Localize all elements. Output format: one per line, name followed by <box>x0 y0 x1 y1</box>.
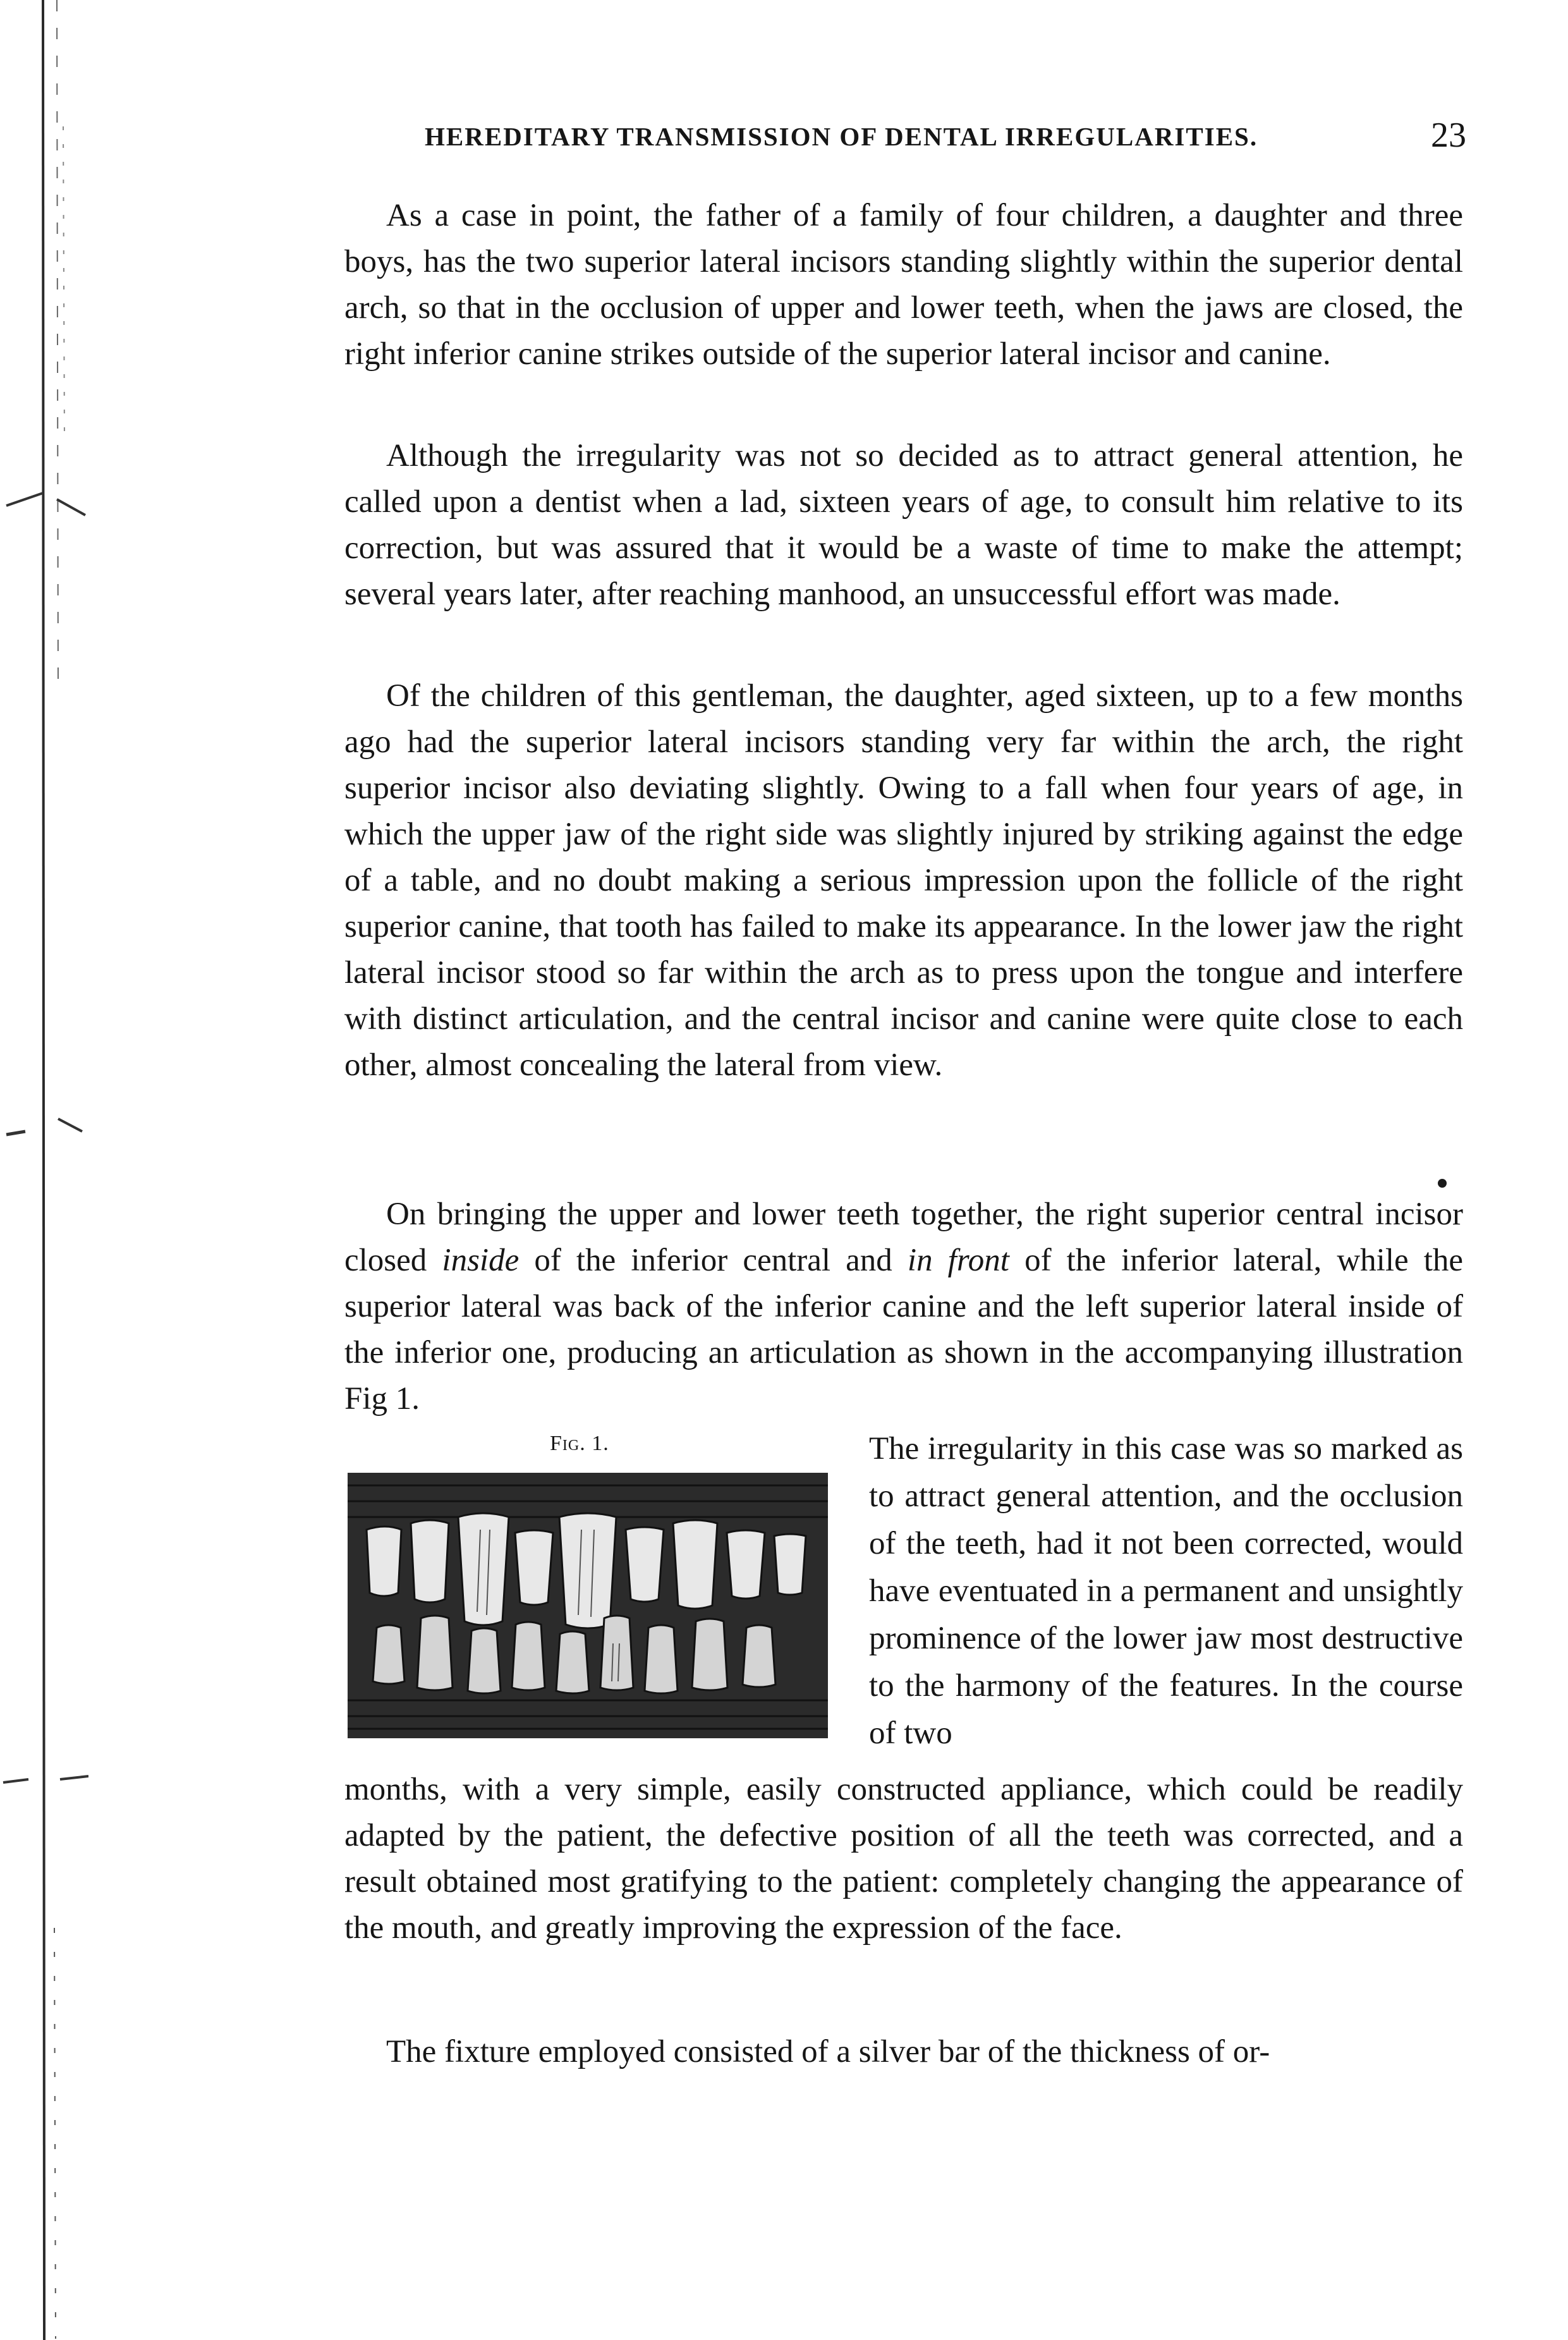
text-run: of the inferior lateral, while the superior lateral was back of the inferior canine and the left superior lateral inside of the inferior one, producing an articulation as shown in the accompanying illustration Fig 1. <box>344 1243 1464 1417</box>
emphasis-in-front: in front <box>907 1243 1009 1278</box>
text-run: of the inferior central and <box>534 1243 892 1278</box>
paragraph-text <box>344 1191 1463 1422</box>
paragraph-text: The fixture employed consisted of a silver bar of the thickness of or- <box>386 2034 1270 2069</box>
figure-caption: Fig. 1. <box>550 1432 609 1455</box>
paragraph-text: Although the irregularity was not so decided as to attract general attention, he called upon a dentist when a lad, sixteen years of age, to consult him relative to its correction, but was assured that it would be a waste of time to make the attempt; several years later, after reaching manhood, an unsuccessful effort was made. <box>344 438 1463 612</box>
paragraph-4 <box>344 1191 1463 1422</box>
paragraph-5-continued <box>344 1767 1463 1951</box>
paragraph-6 <box>344 2029 1463 2075</box>
page-margin-artifacts <box>0 0 88 2340</box>
emphasis-inside: inside <box>442 1243 520 1278</box>
paragraph-5-wrapped <box>869 1425 1463 1757</box>
running-title: HEREDITARY TRANSMISSION OF DENTAL IRREGULARITIES. <box>425 122 1258 151</box>
printing-speck <box>1438 1179 1447 1188</box>
paragraph-text: The irregularity in this case was so marked as to attract general attention, and the occlusion of the teeth, had it not been corrected, would have eventuated in a permanent and unsightly prominence of the lower jaw most destructive to the harmony of the features. In the course of two <box>869 1431 1463 1751</box>
text-run: On bringing the upper and lower teeth together, the right superior central incisor closed <box>344 1197 1463 1278</box>
teeth-engraving-icon <box>348 1473 828 1738</box>
paragraph-1 <box>344 193 1463 377</box>
paragraph-2 <box>344 433 1463 618</box>
paragraph-text: months, with a very simple, easily constructed appliance, which could be readily adapted by the patient, the defective position of all the teeth was corrected, and a result obtained most gratifying to the patient: completely changing the appearance of the mouth, and greatly improving the expression of the face. <box>344 1772 1463 1946</box>
paragraph-text: Of the children of this gentleman, the daughter, aged sixteen, up to a few months ago had the superior lateral incisors standing very far within the arch, the right superior incisor also deviating slightly. Owing to a fall when four years of age, in which the upper jaw of the right side was slightly injured by striking against the edge of a table, and no doubt making a serious impression upon the follicle of the right superior canine, that tooth has failed to make its appearance. In the lower jaw the right lateral incisor stood so far within the arch as to press upon the tongue and interfere with distinct articulation, and the central incisor and canine were quite close to each other, almost concealing the lateral from view. <box>344 678 1463 1083</box>
page-number: 23 <box>1431 116 1466 155</box>
paragraph-3 <box>344 673 1463 1088</box>
paragraph-text: As a case in point, the father of a family of four children, a daughter and three boys, has the two superior lateral incisors standing slightly within the superior dental arch, so that in the occlusion of upper and lower teeth, when the jaws are closed, the right inferior canine strikes outside of the superior lateral incisor and canine. <box>344 198 1463 372</box>
running-header <box>425 115 1466 166</box>
